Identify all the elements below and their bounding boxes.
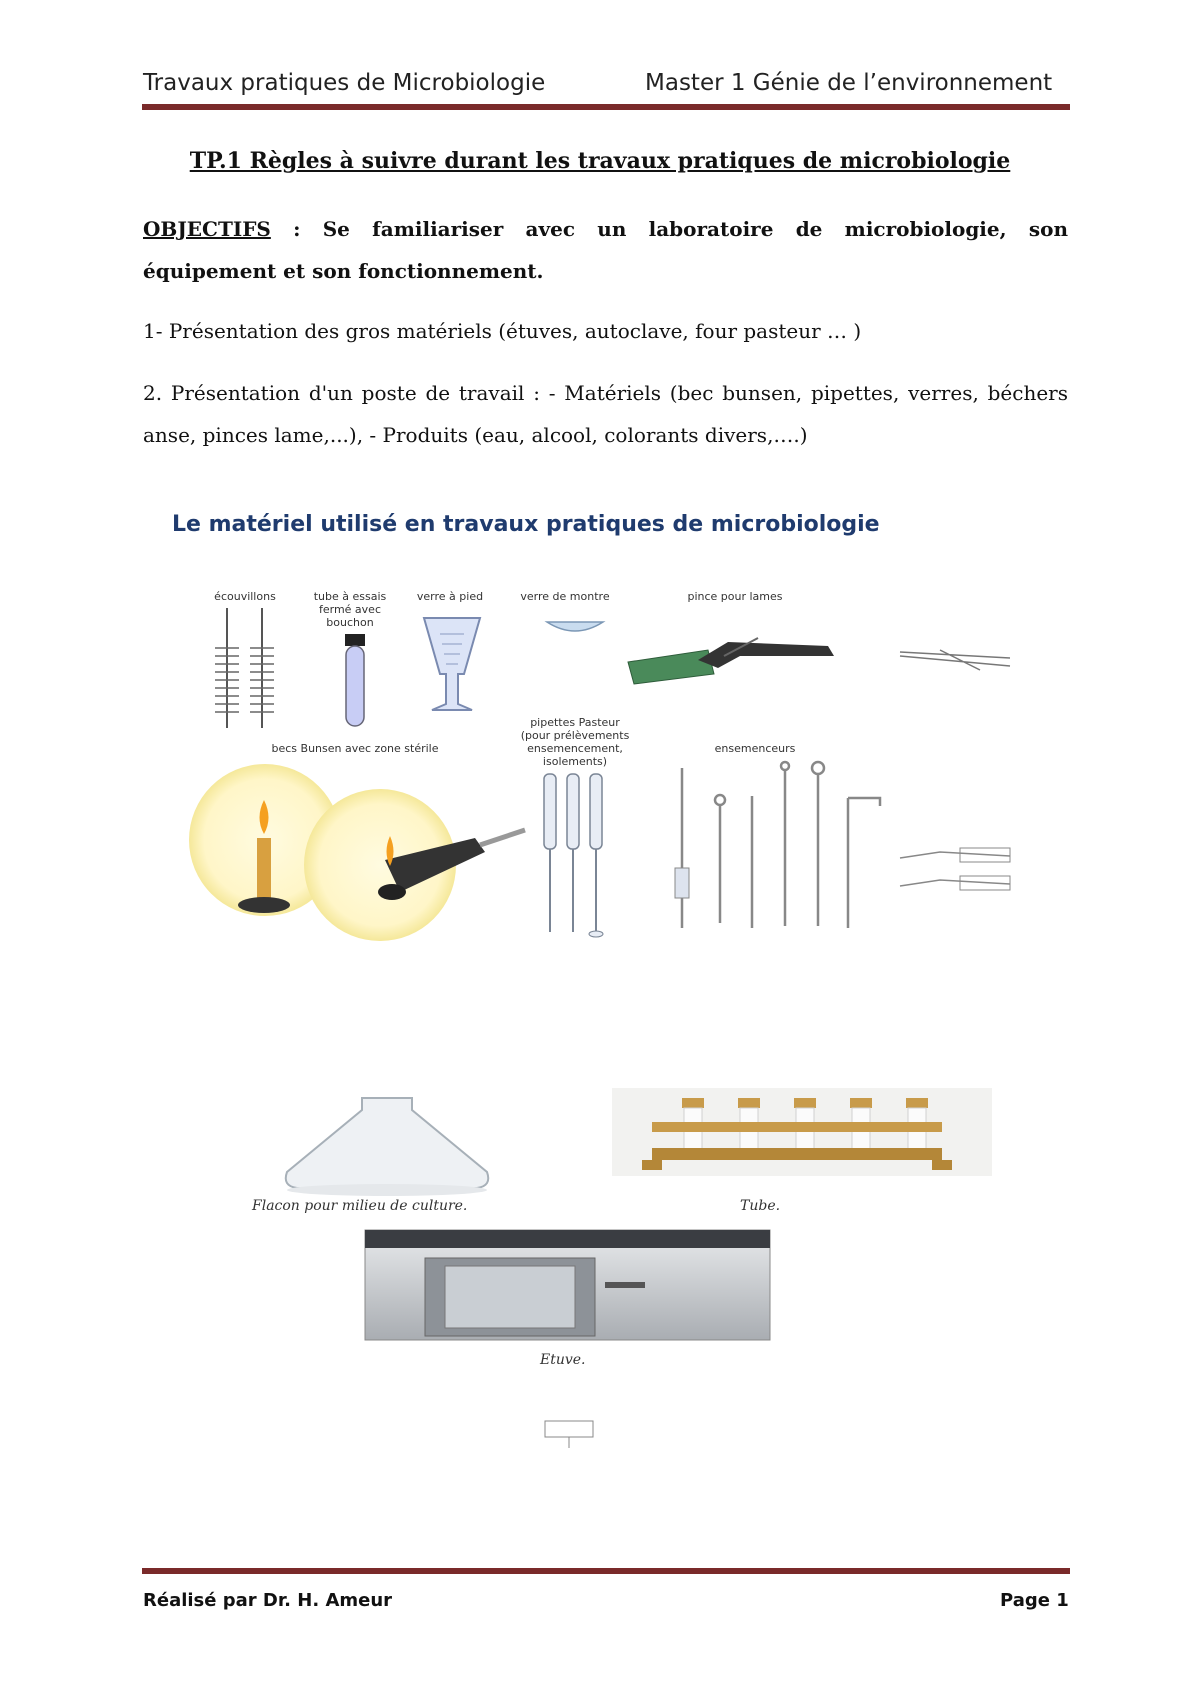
label-ecouvillons: écouvillons [214, 590, 276, 603]
box-marker [544, 1420, 596, 1450]
watch-glass-illustration [545, 618, 605, 638]
objectives-text: : Se familiariser avec un laboratoire de microbiologie, son équipement et son fonctionnement. [143, 217, 1068, 283]
incubator-photo [365, 1230, 770, 1340]
inoculators-illustration [670, 758, 900, 933]
forceps-illustration [900, 640, 1020, 680]
label-tube: tube à essais fermé avec bouchon [313, 590, 387, 629]
bunsen-burners-illustration [185, 760, 545, 950]
culture-flask-photo [262, 1090, 512, 1200]
page-number: Page 1 [1000, 1590, 1069, 1611]
caption-tube: Tube. [740, 1198, 781, 1214]
pasteur-pipettes-illustration [540, 772, 610, 942]
caption-incubator: Etuve. [540, 1352, 586, 1368]
item-1: 1- Présentation des gros matériels (étuves, autoclave, four pasteur … ) [143, 319, 862, 343]
objectives-paragraph [143, 208, 1068, 292]
label-ensemenceurs: ensemenceurs [714, 742, 796, 755]
label-verre-montre: verre de montre [520, 590, 610, 603]
loop-tools-illustration [900, 838, 1030, 898]
label-pipettes: pipettes Pasteur (pour prélèvements ensemencement, isolements) [520, 716, 630, 768]
glass-illustration [420, 612, 485, 712]
header-left: Travaux pratiques de Microbiologie [143, 70, 546, 96]
label-verre-pied: verre à pied [416, 590, 484, 603]
item-2: 2. Présentation d'un poste de travail : - Matériels (bec bunsen, pipettes, verres, béchers anse, pinces lame,...), - Produits (eau, alcool, colorants divers,….) [143, 381, 1068, 447]
slide-forceps-illustration [628, 632, 848, 692]
caption-flask: Flacon pour milieu de culture. [252, 1198, 468, 1214]
tube-rack-photo [612, 1088, 992, 1176]
footer-rule [142, 1568, 1070, 1574]
label-becs: becs Bunsen avec zone stérile [271, 742, 439, 755]
figure-title: Le matériel utilisé en travaux pratiques de microbiologie [172, 512, 880, 537]
label-pince: pince pour lames [687, 590, 783, 603]
header-rule [142, 104, 1070, 110]
objectives-label: OBJECTIFS [143, 217, 271, 241]
test-tube-illustration [340, 634, 370, 730]
header-right: Master 1 Génie de l’environnement [645, 70, 1053, 96]
page-title: TP.1 Règles à suivre durant les travaux pratiques de microbiologie [189, 148, 1011, 174]
swabs-illustration [210, 608, 280, 733]
footer-author: Réalisé par Dr. H. Ameur [143, 1590, 393, 1611]
